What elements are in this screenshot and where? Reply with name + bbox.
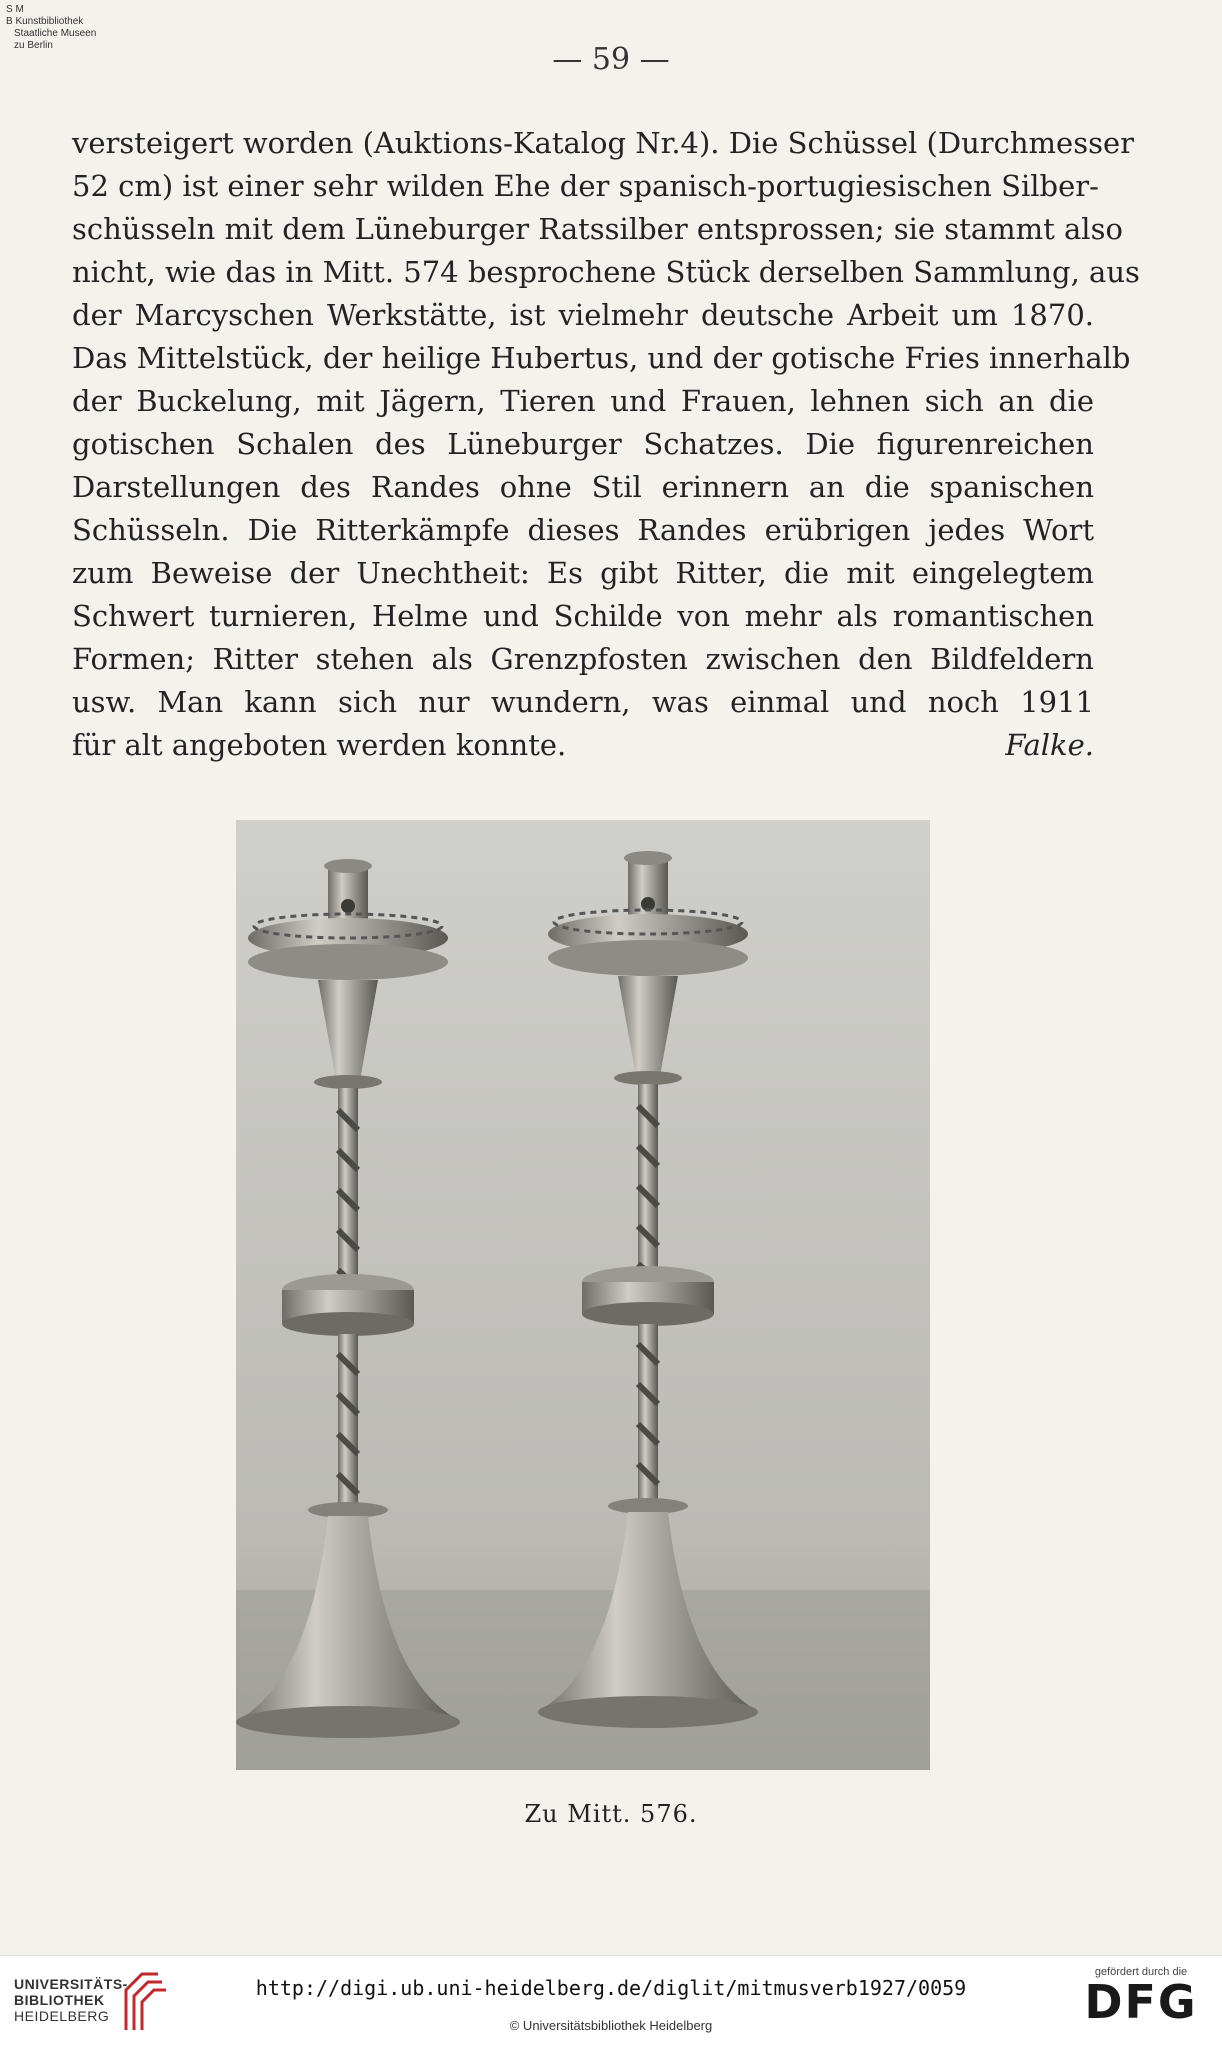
text-line: versteigert worden (Auktions-Katalog Nr.4). Die Schüssel (Durchmesser [72, 126, 1135, 160]
library-name-line: HEIDELBERG [14, 2008, 110, 2024]
text-line-last [72, 724, 1094, 767]
candlesticks-photo [236, 820, 930, 1770]
dfg-logo[interactable] [1076, 1966, 1206, 2029]
text-line: Schwert turnieren, Helme und Schilde von mehr als romantischen [72, 599, 1094, 633]
figure-caption: Zu Mitt. 576. [524, 1800, 698, 1828]
text-line: Darstellungen des Randes ohne Stil erinnern an die spanischen [72, 470, 1094, 504]
dfg-label: gefördert durch die [1094, 1966, 1188, 1978]
text-line: der Buckelung, mit Jägern, Tieren und Frauen, lehnen sich an die [72, 384, 1094, 418]
text-line: Das Mittelstück, der heilige Hubertus, und der gotische Fries innerhalb [72, 341, 1131, 375]
author-signature: Falke. [1005, 728, 1094, 762]
text-line: Formen; Ritter stehen als Grenzpfosten zwischen den Bildfeldern [72, 642, 1094, 676]
document-url[interactable]: http://digi.ub.uni-heidelberg.de/diglit/mitmusverb1927/0059 [255, 1976, 967, 2000]
page-number: — 59 — [552, 42, 670, 77]
candlesticks-illustration [236, 820, 930, 1770]
stamp-line: S M [6, 4, 24, 15]
dfg-mark: DFG [1084, 1975, 1198, 2029]
body-text [72, 122, 1140, 767]
text-line: 52 cm) ist einer sehr wilden Ehe der spanisch-portugiesischen Silber- [72, 169, 1099, 203]
text-line: Schüsseln. Die Ritterkämpfe dieses Randes erübrigen jedes Wort [72, 513, 1094, 547]
text-line: gotischen Schalen des Lüneburger Schatzes. Die figurenreichen [72, 427, 1094, 461]
text-line: der Marcyschen Werkstätte, ist vielmehr deutsche Arbeit um 1870. [72, 298, 1094, 332]
text-line: nicht, wie das in Mitt. 574 besprochene Stück derselben Sammlung, aus [72, 255, 1140, 289]
library-name-line: BIBLIOTHEK [14, 1992, 105, 2008]
library-name-line: UNIVERSITÄTS- [14, 1976, 128, 1992]
last-line-text: für alt angeboten werden konnte. [72, 728, 567, 762]
copyright-notice: © Universitätsbibliothek Heidelberg [509, 2018, 713, 2033]
text-line: zum Beweise der Unechtheit: Es gibt Ritter, die mit eingelegtem [72, 556, 1094, 590]
stamp-line: B Kunstbibliothek [6, 16, 84, 27]
footer-bar [0, 1955, 1222, 2050]
text-line: schüsseln mit dem Lüneburger Ratssilber entsprossen; sie stammt also [72, 212, 1123, 246]
stamp-line: zu Berlin [14, 40, 53, 51]
text-line: usw. Man kann sich nur wundern, was einmal und noch 1911 [72, 685, 1094, 719]
stamp-line: Staatliche Museen [14, 28, 97, 39]
